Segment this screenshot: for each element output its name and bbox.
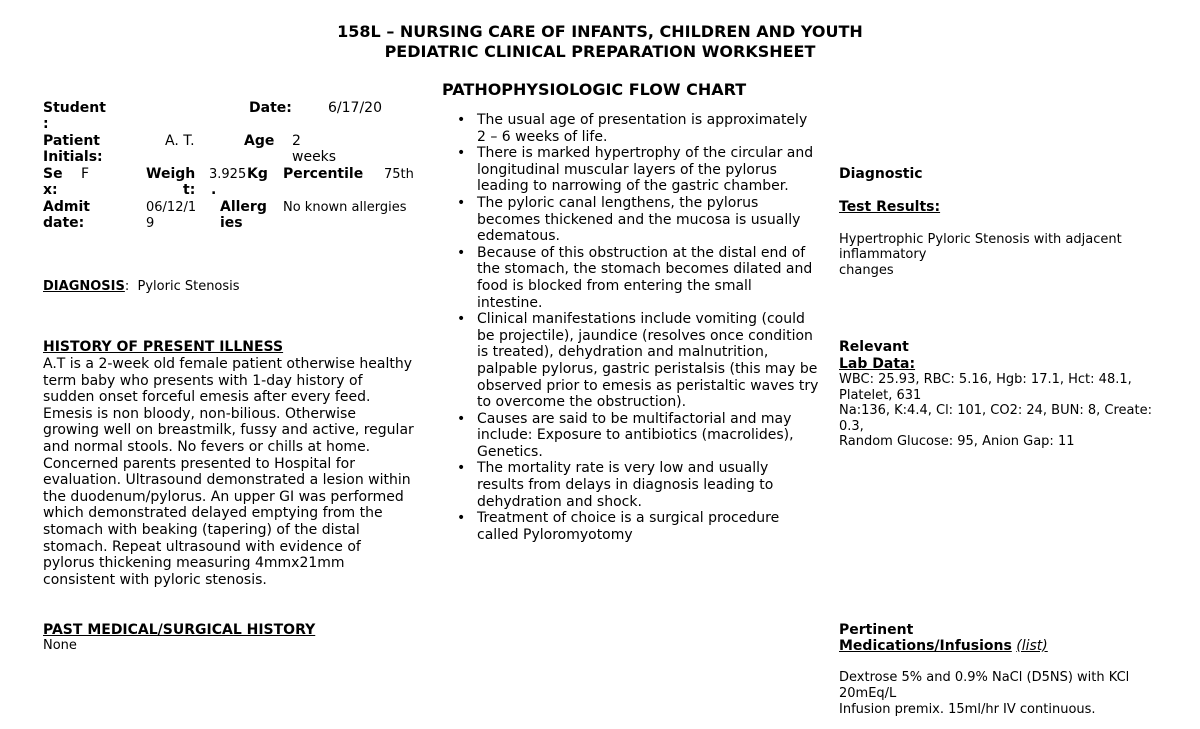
weight-label: Weigh xyxy=(146,166,196,182)
age-unit: weeks xyxy=(292,149,337,165)
hpi-line: evaluation. Ultrasound demonstrated a lesion within xyxy=(43,472,411,489)
flowchart-bullet: • Treatment of choice is a surgical procedure called Pyloromyotomy xyxy=(454,510,844,543)
hpi-line: stomach with beaking (tapering) of the distal xyxy=(43,521,360,538)
meds-values xyxy=(839,670,1179,717)
diagnostic-line: inflammatory xyxy=(839,247,927,263)
lab-line: Platelet, 631 xyxy=(839,387,922,403)
student-label: Student xyxy=(43,100,106,116)
diagnosis-line xyxy=(43,279,240,295)
allergies-value: No known allergies xyxy=(283,200,407,215)
labs-values xyxy=(839,372,1179,450)
student-label-colon: : xyxy=(43,116,49,132)
admit-label-line2: date: xyxy=(43,215,85,231)
med-line: Dextrose 5% and 0.9% NaCl (D5NS) with KCl xyxy=(839,670,1130,685)
meds-subheading xyxy=(839,638,1048,655)
labs-heading: Relevant xyxy=(839,339,909,355)
sex-label: Se xyxy=(43,166,63,182)
hpi-line: consistent with pyloric stenosis. xyxy=(43,571,267,588)
initials-value: A. T. xyxy=(165,133,195,149)
diagnostic-line: changes xyxy=(839,262,894,278)
hpi-line: stomach. Repeat ultrasound with evidence of xyxy=(43,538,361,555)
lab-line: Na:136, K:4.4, Cl: 101, CO2: 24, BUN: 8, Create: xyxy=(839,403,1152,419)
lab-line: Random Glucose: 95, Anion Gap: 11 xyxy=(839,434,1075,450)
meds-list-note: (list) xyxy=(1016,638,1048,654)
hpi-line: growing well on breastmilk, fussy and active, regular xyxy=(43,422,414,439)
diagnosis-value: Pyloric Stenosis xyxy=(137,279,240,294)
meds-subheading-label: Medications/Infusions xyxy=(839,638,1012,654)
age-value: 2 xyxy=(292,133,301,149)
hpi-line: A.T is a 2-week old female patient otherwise healthy xyxy=(43,356,413,372)
lab-line: WBC: 25.93, RBC: 5.16, Hgb: 17.1, Hct: 48.1, xyxy=(839,372,1132,387)
weight-label-line2: t: xyxy=(183,182,196,198)
flowchart-bullet: • There is marked hypertrophy of the circular and longitudinal muscular layers of the pylorus leading to narrowing of the gastric chamber. xyxy=(454,145,844,195)
weight-dot: . xyxy=(211,182,217,198)
diagnosis-colon: : xyxy=(124,279,130,294)
lab-line: 0.3, xyxy=(839,418,864,434)
flowchart-bullet: • The pyloric canal lengthens, the pylorus becomes thickened and the mucosa is usually edematous. xyxy=(454,195,844,245)
diagnostic-line: Hypertrophic Pyloric Stenosis with adjacent xyxy=(839,232,1122,247)
flowchart-list xyxy=(454,112,844,543)
hpi-line: Emesis is non bloody, non-bilious. Otherwise xyxy=(43,405,356,422)
age-label: Age xyxy=(244,133,275,149)
allergies-label: Allerg xyxy=(220,199,267,215)
pmh-value: None xyxy=(43,638,77,653)
document-title: 158L – NURSING CARE OF INFANTS, CHILDREN AND YOUTH xyxy=(337,22,863,41)
allergies-label-line2: ies xyxy=(220,215,243,231)
flowchart-bullet: • The usual age of presentation is approximately 2 – 6 weeks of life. xyxy=(454,112,844,145)
hpi-line: term baby who presents with 1-day history of xyxy=(43,372,363,389)
flowchart-bullet: • Because of this obstruction at the distal end of the stomach, the stomach becomes dilated and food is blocked from entering the small intestine. xyxy=(454,245,844,311)
flowchart-bullet: • Clinical manifestations include vomiting (could be projectile), jaundice (resolves once condition is treated), dehydration and malnutrition, palpable pylorus, gastric peristalsis (this may be observed prior to emesis as peristaltic waves try to overcome the obstruction). xyxy=(454,311,844,411)
weight-value: 3.925 xyxy=(209,167,247,182)
flowchart-bullet: • Causes are said to be multifactorial and may include: Exposure to antibiotics (macrolides), Genetics. xyxy=(454,411,844,461)
hpi-line: Concerned parents presented to Hospital for xyxy=(43,455,355,472)
initials-label-line2: Initials: xyxy=(43,149,103,165)
hpi-line: sudden onset forceful emesis after every feed. xyxy=(43,389,371,406)
document-subtitle: PEDIATRIC CLINICAL PREPARATION WORKSHEET xyxy=(384,42,816,61)
percentile-value: 75th xyxy=(384,167,414,182)
diagnosis-label: DIAGNOSIS xyxy=(43,279,125,294)
flowchart-heading: PATHOPHYSIOLOGIC FLOW CHART xyxy=(442,80,747,99)
diagnostic-heading: Diagnostic xyxy=(839,166,923,182)
sex-label-line2: x: xyxy=(43,182,58,198)
initials-label: Patient xyxy=(43,133,100,149)
hpi-text xyxy=(43,356,433,588)
hpi-line: and normal stools. No fevers or chills at home. xyxy=(43,438,371,455)
kg-label: Kg xyxy=(247,166,268,182)
med-line: 20mEq/L xyxy=(839,685,897,701)
diagnostic-subheading: Test Results: xyxy=(839,199,941,215)
date-value: 6/17/20 xyxy=(328,100,382,116)
med-line: Infusion premix. 15ml/hr IV continuous. xyxy=(839,701,1096,717)
admit-label: Admit xyxy=(43,199,90,215)
hpi-line: pylorus thickening measuring 4mmx21mm xyxy=(43,555,345,572)
percentile-label: Percentile xyxy=(283,166,364,182)
pmh-heading: PAST MEDICAL/SURGICAL HISTORY xyxy=(43,622,316,638)
hpi-heading: HISTORY OF PRESENT ILLNESS xyxy=(43,339,284,355)
date-label: Date: xyxy=(249,100,292,116)
meds-heading: Pertinent xyxy=(839,622,914,638)
flowchart-bullet: • The mortality rate is very low and usually results from delays in diagnosis leading to dehydration and shock. xyxy=(454,460,844,510)
admit-date-value-line2: 9 xyxy=(146,216,155,231)
hpi-line: which demonstrated delayed emptying from the xyxy=(43,505,383,522)
labs-subheading: Lab Data: xyxy=(839,356,916,372)
hpi-line: the duodenum/pylorus. An upper GI was performed xyxy=(43,488,404,505)
sex-value: F xyxy=(81,166,90,182)
admit-date-value: 06/12/1 xyxy=(146,200,197,215)
diagnostic-results xyxy=(839,232,1169,278)
